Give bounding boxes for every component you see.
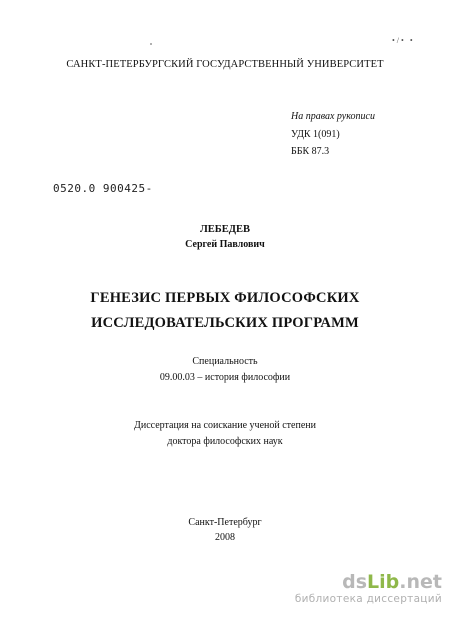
udk-code: УДК 1(091): [291, 129, 340, 140]
catalog-number: 0520.0 900425-: [53, 182, 153, 195]
bbk-code: ББК 87.3: [291, 146, 330, 157]
degree-line2: доктора философских наук: [167, 436, 283, 447]
dissertation-title-line2: ИССЛЕДОВАТЕЛЬСКИХ ПРОГРАММ: [91, 315, 359, 331]
watermark-logo-lib: Lib: [367, 571, 400, 593]
specialty-label: Специальность: [192, 356, 258, 367]
scan-speck: [150, 43, 152, 45]
watermark: [270, 572, 442, 606]
watermark-subtitle: библиотека диссертаций: [294, 593, 442, 605]
university-name: САНКТ-ПЕТЕРБУРГСКИЙ ГОСУДАРСТВЕННЫЙ УНИВЕРСИТЕТ: [66, 59, 384, 70]
city: Санкт-Петербург: [188, 517, 262, 528]
year: 2008: [215, 532, 235, 543]
watermark-logo: [270, 572, 442, 592]
dissertation-title-line1: ГЕНЕЗИС ПЕРВЫХ ФИЛОСОФСКИХ: [90, 290, 360, 306]
author-name: Сергей Павлович: [185, 239, 265, 250]
rights-notice: На правах рукописи: [291, 111, 375, 122]
author-surname: ЛЕБЕДЕВ: [199, 224, 250, 235]
corner-marks: •/• •: [392, 36, 415, 45]
degree-line1: Диссертация на соискание ученой степени: [134, 420, 316, 431]
watermark-logo-ds: ds: [342, 571, 368, 593]
specialty-value: 09.00.03 – история философии: [159, 372, 291, 383]
watermark-logo-net: .net: [399, 571, 442, 593]
